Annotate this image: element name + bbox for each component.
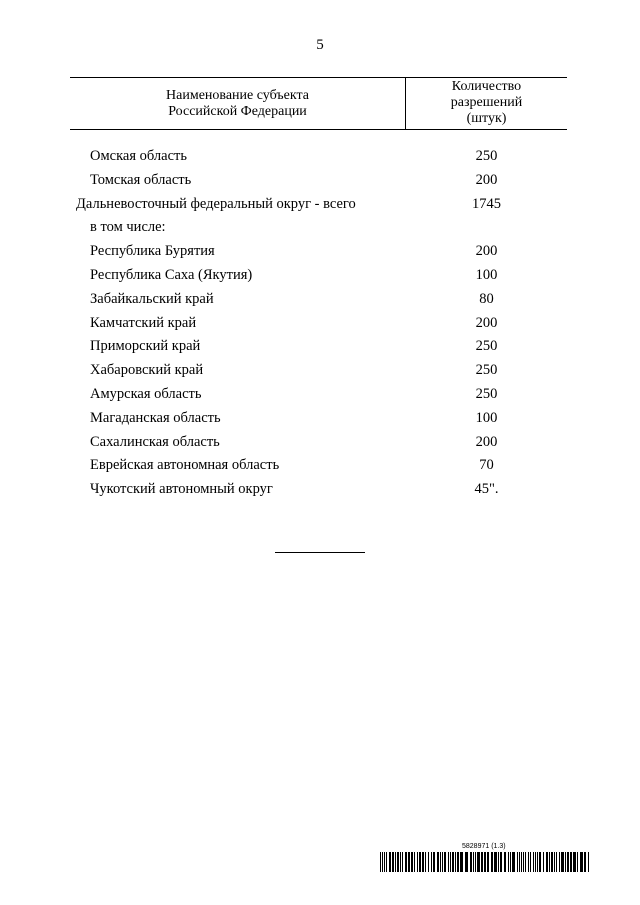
permits-count: 80 (479, 290, 494, 307)
subject-name: Сахалинская область (90, 433, 220, 450)
subject-name: Забайкальский край (90, 290, 214, 307)
table-row (0, 170, 640, 194)
permits-count: 200 (475, 243, 498, 260)
table-row (0, 194, 640, 218)
subject-name: Еврейская автономная область (90, 457, 280, 474)
table-row (0, 313, 640, 337)
permits-count: 100 (475, 266, 498, 283)
table-row (0, 146, 640, 170)
permits-count: 250 (475, 385, 498, 402)
permits-count: 45". (474, 481, 499, 498)
table-header-bottom-rule (70, 129, 567, 130)
permits-count: 200 (475, 314, 498, 331)
table-row (0, 289, 640, 313)
header-subject-name-line-1: Наименование субъекта (166, 88, 309, 103)
permits-count: 250 (475, 148, 498, 164)
permits-count: 200 (475, 433, 498, 450)
table-row (0, 217, 640, 241)
subject-name: Дальневосточный федеральный округ - всего (76, 195, 356, 212)
table-row (0, 384, 640, 408)
permits-count: 250 (475, 362, 498, 379)
subject-name: Хабаровский край (90, 362, 204, 379)
subject-name: Магаданская область (90, 409, 221, 426)
subject-name: Томская область (90, 171, 192, 188)
subject-name: Камчатский край (90, 314, 197, 331)
header-permits-count-line-3: (штук) (466, 111, 507, 126)
page-number: 5 (316, 37, 324, 53)
document-barcode (380, 843, 592, 872)
table-row (0, 408, 640, 432)
subject-name: Республика Бурятия (90, 243, 215, 260)
subject-name: Омская область (90, 148, 187, 164)
table-row (0, 455, 640, 479)
header-subject-name (70, 88, 405, 120)
table-row (0, 432, 640, 456)
permits-count: 70 (479, 457, 494, 474)
permits-count: 100 (475, 409, 498, 426)
permits-count: 1745 (472, 195, 501, 212)
table-row (0, 336, 640, 360)
table-row (0, 360, 640, 384)
table-row (0, 265, 640, 289)
header-permits-count (406, 79, 567, 127)
end-of-document-rule (275, 552, 365, 553)
barcode-code: 5828971 (1.3) (462, 843, 506, 850)
subject-name: Республика Саха (Якутия) (90, 266, 253, 283)
permits-count: 250 (475, 338, 498, 355)
subject-name: Амурская область (90, 385, 202, 402)
subject-name: Приморский край (90, 338, 201, 355)
header-permits-count-line-2: разрешений (450, 95, 523, 110)
subject-name: Чукотский автономный округ (90, 481, 273, 498)
table-top-rule (70, 77, 567, 78)
header-subject-name-line-2: Российской Федерации (168, 104, 307, 119)
table-row (0, 241, 640, 265)
permits-count: 200 (475, 171, 498, 188)
barcode-icon (380, 852, 592, 872)
header-permits-count-line-1: Количество (451, 79, 522, 94)
table-row (0, 479, 640, 503)
subject-name: в том числе: (90, 219, 166, 236)
table-body (0, 146, 640, 503)
